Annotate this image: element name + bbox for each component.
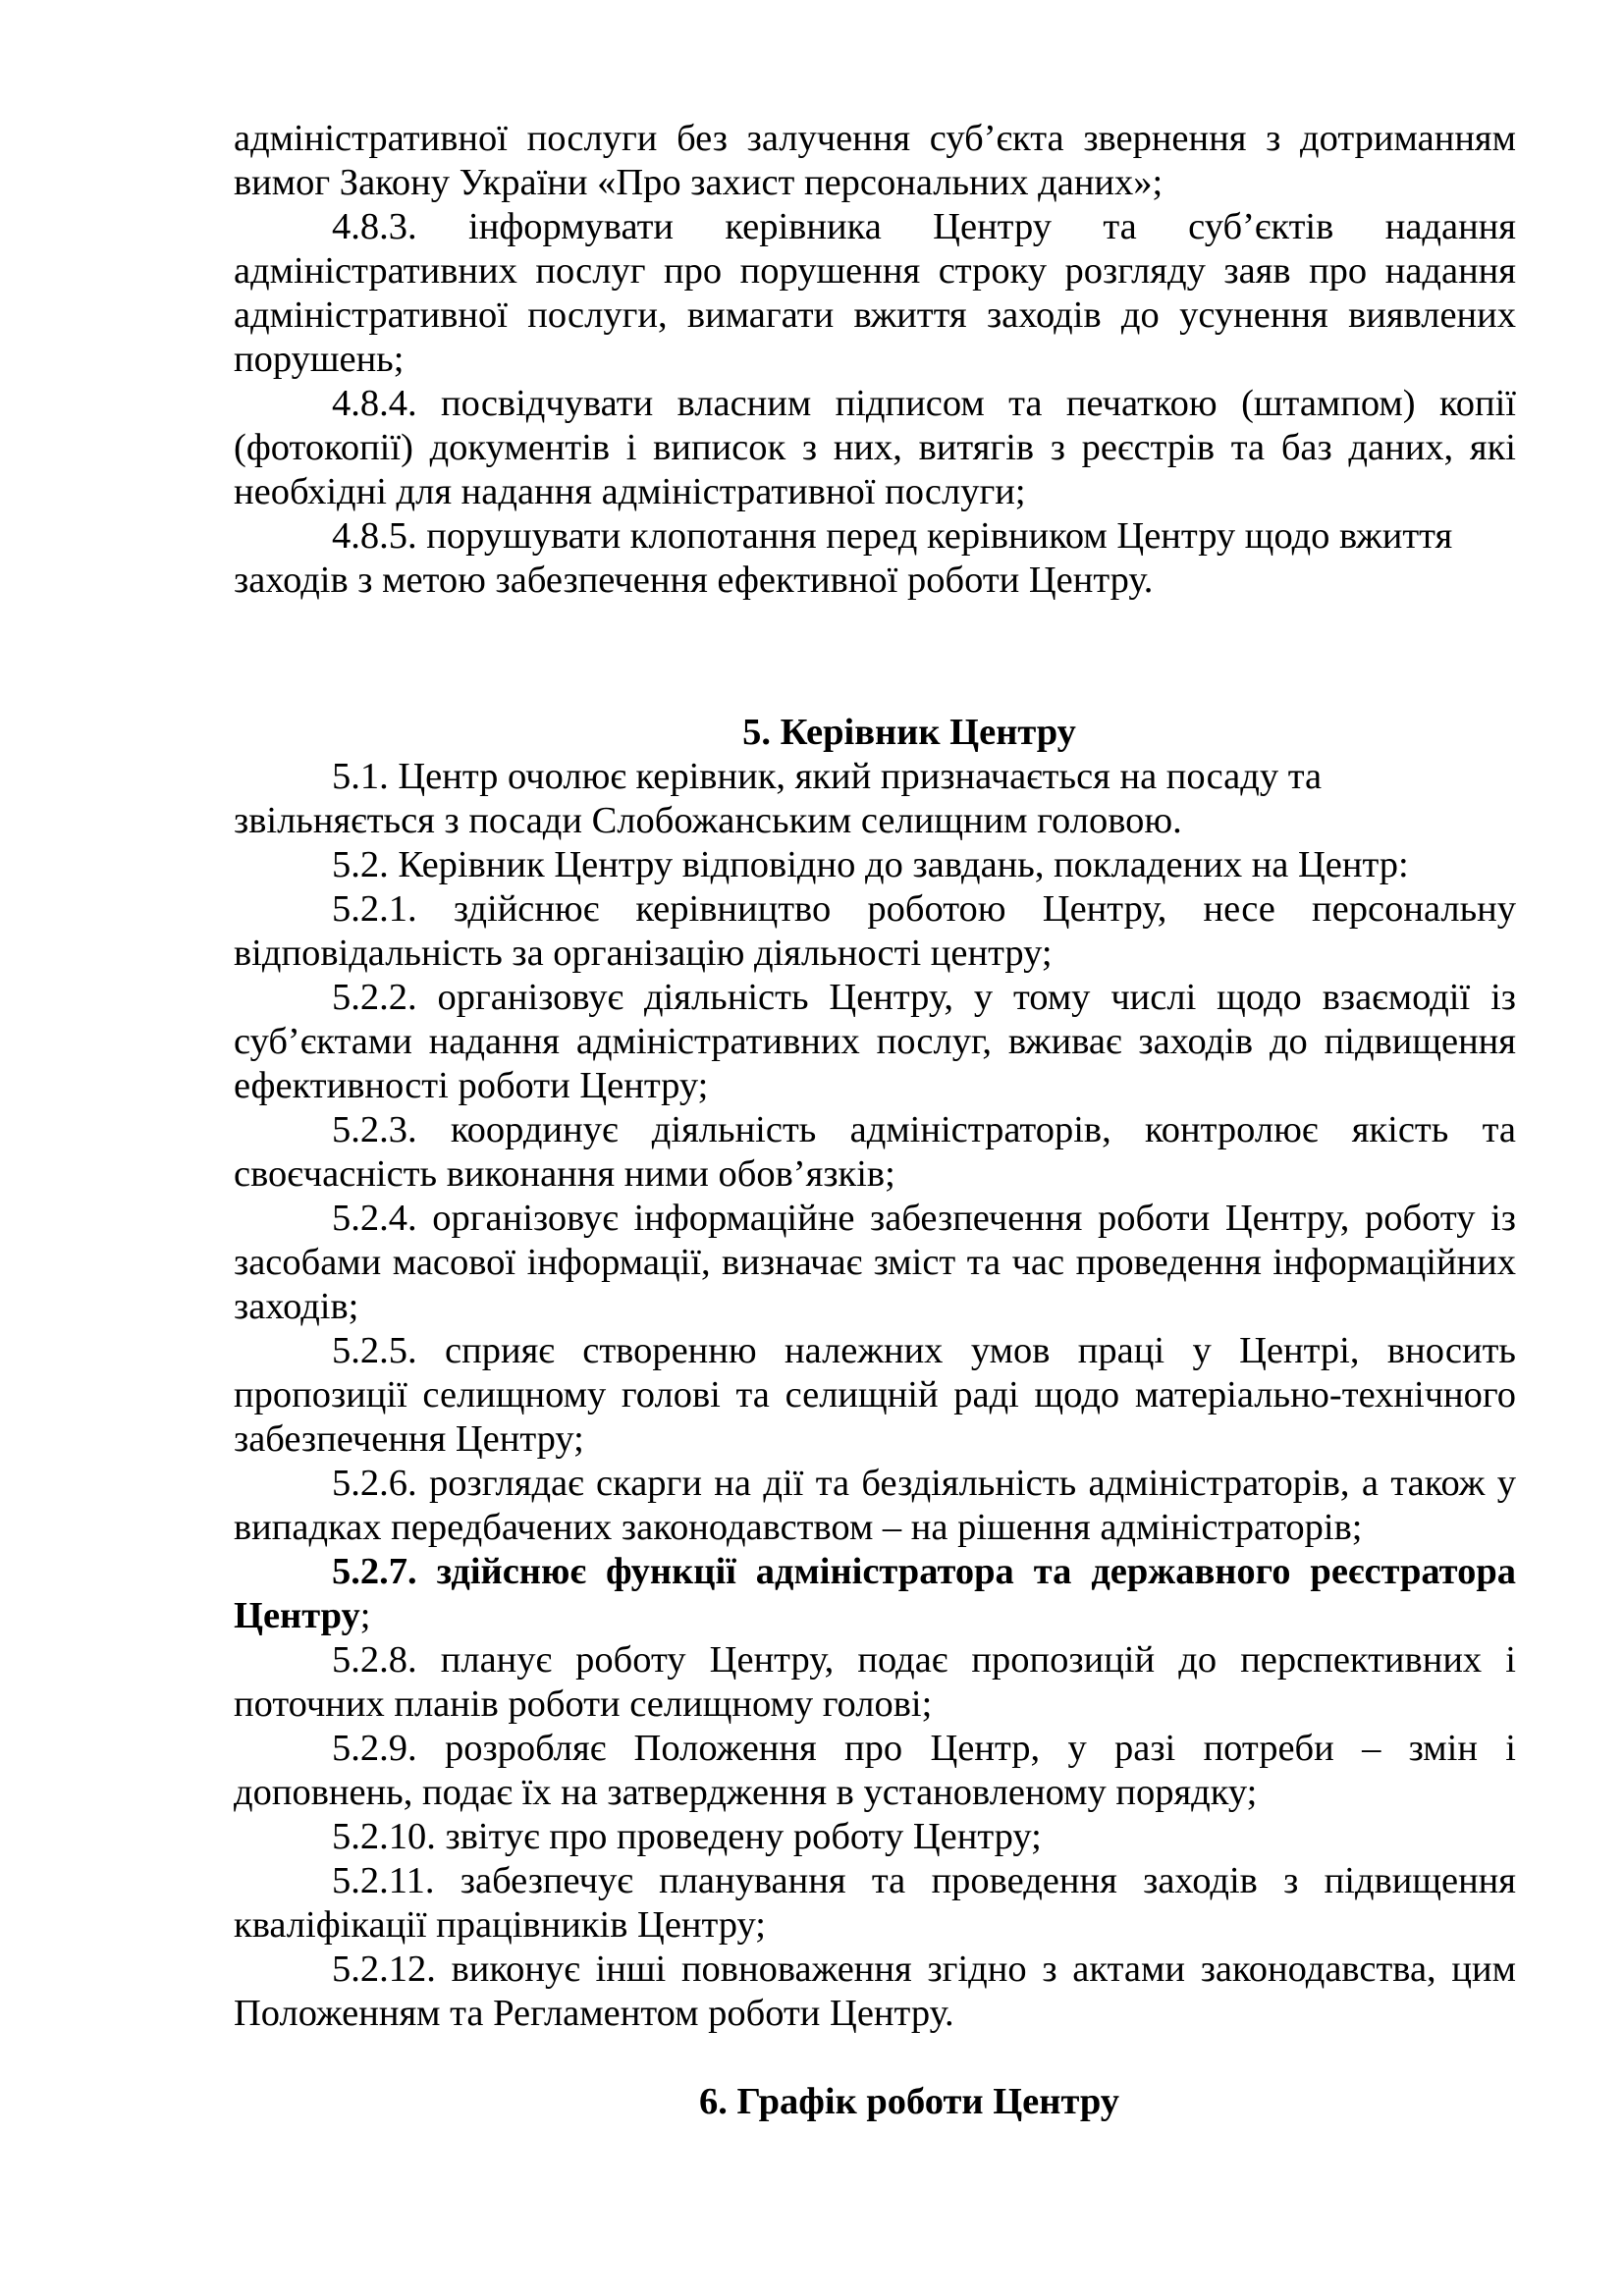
paragraph-5-2-7-end: ; (359, 1595, 371, 1636)
paragraph-5-2-6: 5.2.6. розглядає скарги на дії та бездіяльність адміністраторів, а також у випадках передбачених законодавством – на рішення адміністраторів; (234, 1463, 1516, 1548)
paragraph-5-2-7-bold-text: 5.2.7. здійснює функції адміністратора та державного реєстратора Центру (234, 1551, 1516, 1636)
paragraph-5-2: 5.2. Керівник Центру відповідно до завдань, покладених на Центр: (332, 844, 1409, 885)
paragraph-5-2-7 (234, 1550, 1516, 1638)
paragraph-5-2-2: 5.2.2. організовує діяльність Центру, у тому числі щодо взаємодії із суб’єктами надання адміністративних послуг, вживає заходів до підвищення ефективності роботи Центру; (234, 977, 1516, 1106)
section-spacer (234, 603, 1516, 711)
section-spacer (234, 2036, 1516, 2080)
paragraph-5-2-9: 5.2.9. розробляє Положення про Центр, у разі потреби – змін і доповнень, подає їх на затвердження в установленому порядку; (234, 1728, 1516, 1813)
section-5-heading: 5. Керівник Центру (742, 712, 1076, 753)
paragraph-4-8-5: 4.8.5. порушувати клопотання перед керівником Центру щодо вжиття заходів з метою забезпечення ефективної роботи Центру. (234, 515, 1453, 601)
paragraph-4-8-2-continuation: адміністративної послуги без залучення суб’єкта звернення з дотриманням вимог Закону України «Про захист персональних даних»; (234, 118, 1516, 203)
paragraph-5-1: 5.1. Центр очолює керівник, який призначається на посаду та звільняється з посади Слобожанським селищним головою. (234, 756, 1323, 841)
paragraph-4-8-4: 4.8.4. посвідчувати власним підписом та печаткою (штампом) копії (фотокопії) документів і виписок з них, витягів з реєстрів та баз даних, які необхідні для надання адміністративної послуги; (234, 383, 1516, 512)
paragraph-5-2-11: 5.2.11. забезпечує планування та проведення заходів з підвищення кваліфікації працівників Центру; (234, 1860, 1516, 1946)
paragraph-5-2-4: 5.2.4. організовує інформаційне забезпечення роботи Центру, роботу із засобами масової інформації, визначає зміст та час проведення інформаційних заходів; (234, 1198, 1516, 1327)
paragraph-5-2-1: 5.2.1. здійснює керівництво роботою Центру, несе персональну відповідальність за організацію діяльності центру; (234, 888, 1516, 974)
section-6-heading: 6. Графік роботи Центру (699, 2081, 1119, 2122)
paragraph-5-2-5: 5.2.5. сприяє створенню належних умов праці у Центрі, вносить пропозиції селищному голові та селищній раді щодо матеріально-технічного забезпечення Центру; (234, 1330, 1516, 1460)
paragraph-5-2-8: 5.2.8. планує роботу Центру, подає пропозицій до перспективних і поточних планів роботи селищному голові; (234, 1639, 1516, 1725)
document-body (234, 117, 1516, 2124)
paragraph-5-2-10: 5.2.10. звітує про проведену роботу Центру; (332, 1816, 1042, 1857)
paragraph-4-8-3: 4.8.3. інформувати керівника Центру та суб’єктів надання адміністративних послуг про порушення строку розгляду заяв про надання адміністративної послуги, вимагати вжиття заходів до усунення виявлених порушень; (234, 206, 1516, 380)
paragraph-5-2-12: 5.2.12. виконує інші повноваження згідно з актами законодавства, цим Положенням та Регламентом роботи Центру. (234, 1949, 1516, 2034)
paragraph-5-2-3: 5.2.3. координує діяльність адміністраторів, контролює якість та своєчасність виконання ними обов’язків; (234, 1109, 1516, 1195)
